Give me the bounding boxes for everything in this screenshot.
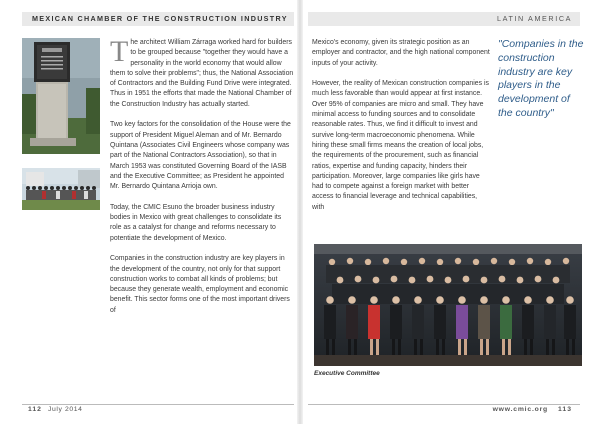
issue-date: July 2014 xyxy=(48,406,83,413)
right-footer-rule xyxy=(308,404,580,405)
paragraph: However, the reality of Mexican construction companies is much less favorable than would appear at first instance. Over 95% of companies are micro and small. They have minimal access to funding sources and to consolidate reasonable rates. Thus, we find it difficult to invest and survive long-term macroeconomic phenomena. While hiring these small firms means the creation of local jobs, the requirements of the procurement, such as financial ratios, expertise and funding capacity, hinders their participation. Moreover, large companies like girls have had to compete against a foreign market with better access to financial leverage and technical capabilities, with xyxy=(312,80,489,211)
right-header-title: LATIN AMERICA xyxy=(497,14,572,23)
website-link[interactable]: www.cmic.org xyxy=(492,406,548,413)
paragraph xyxy=(110,35,294,110)
left-header-title: MEXICAN CHAMBER OF THE CONSTRUCTION INDUSTRY xyxy=(32,14,288,23)
page-gutter xyxy=(297,0,303,424)
right-text-column xyxy=(312,38,490,223)
group-photo-small xyxy=(22,168,100,210)
drop-cap: T xyxy=(110,35,129,68)
paragraph: Mexico's economy, given its strategic position as an employer and contractor, and the high national component inputs of your activity. xyxy=(312,39,490,67)
monument-photo xyxy=(22,38,100,154)
paragraph-text: he architect William Zárraga worked hard for builders to be grouped because "together they would have a personality in the world economy that would allow them to solve their problems"; thus, the National Association of Contractors and the Building Fund Drive were integrated. Thus in 1951 the efforts that made the National Chamber of the Construction Industry has actually started. xyxy=(110,39,294,108)
right-page-number: 113 xyxy=(558,406,572,413)
left-footer-rule xyxy=(22,404,294,405)
left-text-column xyxy=(110,35,294,326)
executive-committee-photo xyxy=(314,244,582,366)
paragraph: Today, the CMIC Esuno the broader business industry bodies in Mexico with great challenges to consolidate its role as a catalyst for change and reforms necessary to potentiate the development of Mexico. xyxy=(110,203,282,242)
paragraph: Two key factors for the consolidation of the House were the support of President Miguel Aleman and of Mr. Bernardo Quintana (Associates Civil Engineers whose company was part of the National Contractors Association), so that in March 1953 was constituted Governing Board of the IASB and the Executive Committee; as President he appointed Mr. Bernardo Quintana Arrioja own. xyxy=(110,121,291,191)
photo-caption: Executive Committee xyxy=(314,370,380,377)
pull-quote: "Companies in the construction industry are key players in the development of the country" xyxy=(498,38,584,119)
paragraph: Companies in the construction industry are key players in the development of the country, not only for that support construction works to combat all kinds of problems; but because they generate wealth, employment and economic benefit. This sector forms one of the most important drivers of xyxy=(110,255,290,314)
left-page-number: 112 xyxy=(28,406,42,413)
